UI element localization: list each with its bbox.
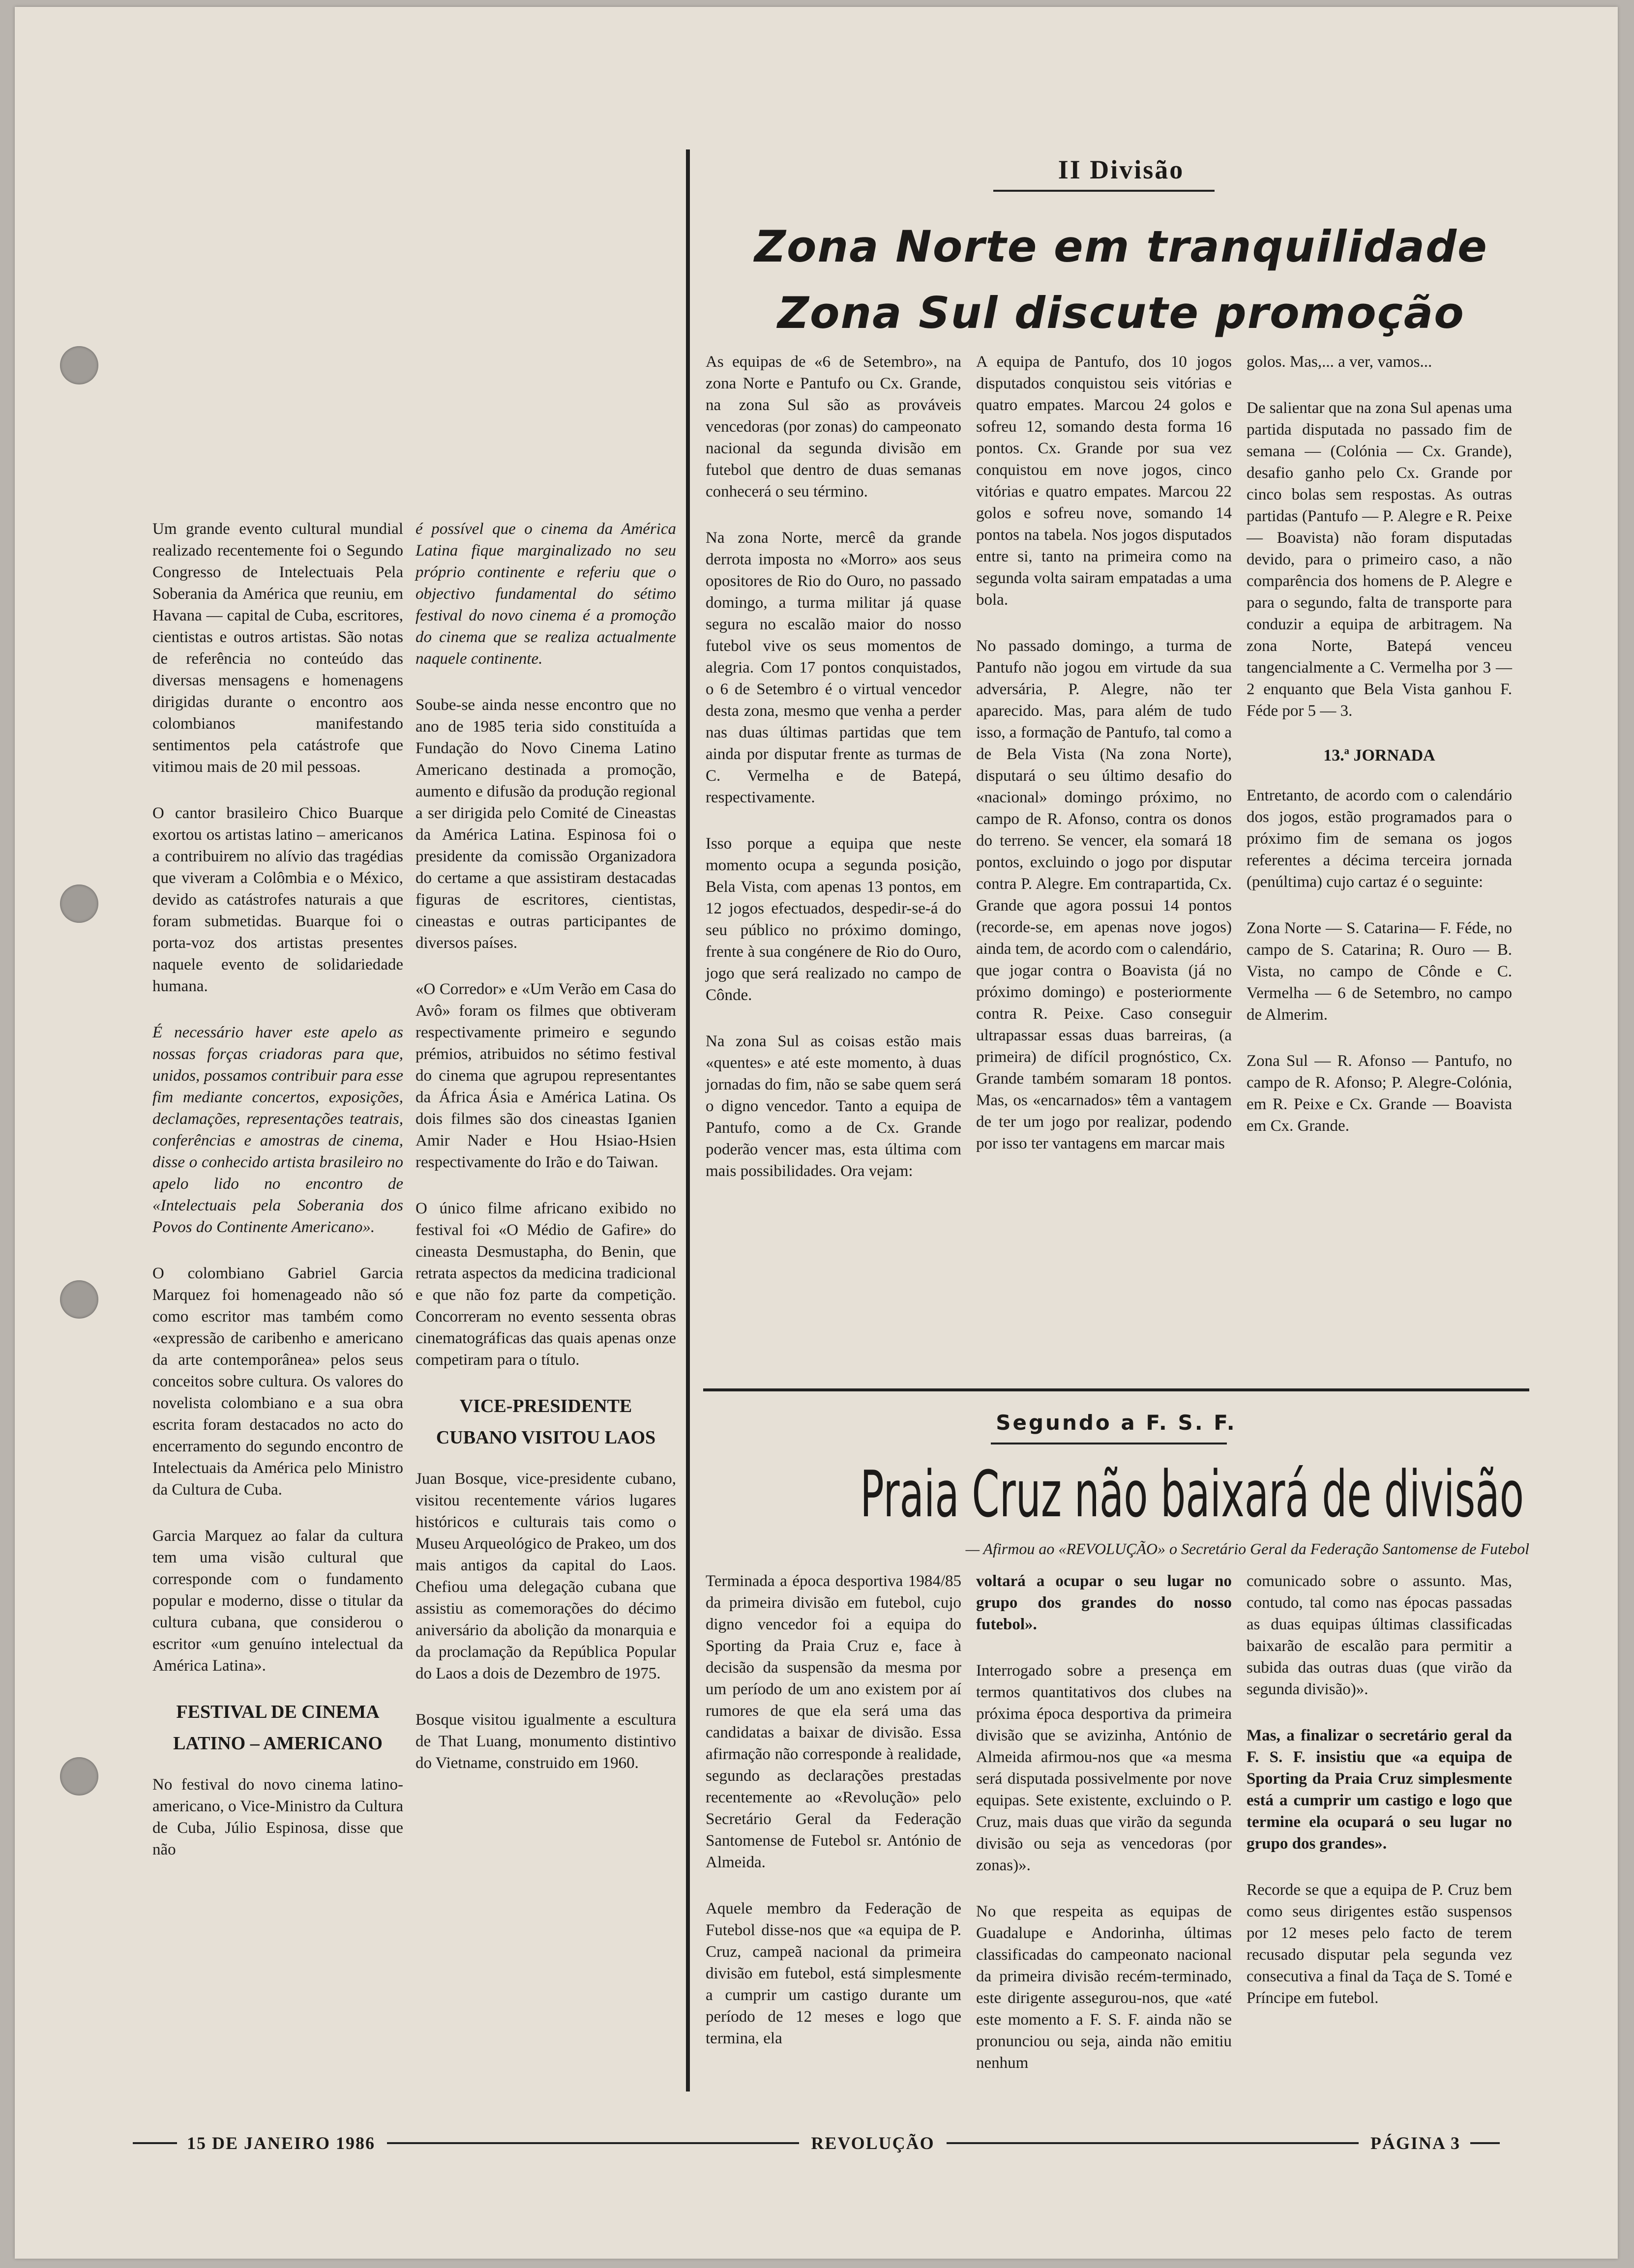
headline-line-1: Zona Norte em tranquilidade	[754, 221, 1488, 272]
paragraph: Zona Sul — R. Afonso — Pantufo, no campo de R. Afonso; P. Alegre-Colónia, em R. Peixe e Cx. Grande — Boavista em Cx. Grande.	[1247, 1052, 1512, 1135]
footer-publication: REVOLUÇÃO	[811, 2133, 935, 2153]
paragraph: Na zona Norte, mercê da grande derrota imposta no «Morro» aos seus opositores de Rio do Ouro, no passado domingo, a turma militar já quase segura no escalão maior do nosso futebol vive os seus momentos de alegria. Com 17 pontos conquistados, o 6 de Setembro é o virtual vencedor desta zona, mesmo que venha a perder nas duas últimas partidas que tem ainda por disputar frente as turmas de C. Vermelha e de Batepá, respectivamente.	[706, 529, 961, 806]
paragraph: Aquele membro da Federação de Futebol disse-nos que «a equipa de P. Cruz, campeã nacional da primeira divisão em futebol, está simplesmente a cumprir um castigo durante um período de 12 meses e logo que termina, ela	[706, 1900, 961, 2047]
subheading: LATINO – AMERICANO	[173, 1733, 383, 1754]
paragraph: «O Corredor» e «Um Verão em Casa do Avô» foram os filmes que obtiveram respectivamente primeiro e segundo prémios, atribuidos no sétimo festival do cinema que agrupou representantes da África Ásia e América Latina. Os dois filmes são dos cineastas Iganien Amir Nader e Hou Hsiao-Hsien respectivamente do Irão e do Taiwan.	[416, 980, 676, 1171]
paragraph: O cantor brasileiro Chico Buarque exortou os artistas latino – americanos a contribuirem no alívio das tragédias que viveram a Colômbia e o México, devido as catástrofes naturais a que foram submetidas. Buarque foi o porta-voz dos artistas presentes naquele evento de solidariedade humana.	[152, 804, 403, 995]
paragraph: golos. Mas,... a ver, vamos...	[1247, 353, 1432, 371]
subheading: 13.ª JORNADA	[1323, 746, 1435, 765]
divisao-column-2	[976, 351, 1232, 1179]
paragraph: Recorde se que a equipa de P. Cruz bem como seus dirigentes estão suspensos por 12 meses pelo facto de terem recusado disputar pela segunda vez consecutiva a final da Taça de S. Tomé e Príncipe em futebol.	[1247, 1881, 1512, 2007]
footer-rule	[1470, 2142, 1500, 2144]
subheading: FESTIVAL DE CINEMA	[176, 1702, 380, 1722]
punch-hole	[60, 1757, 98, 1796]
paragraph: O colombiano Gabriel Garcia Marquez foi homenageado não só como escritor mas também como «expressão de caribenho e americano da arte contemporânea» pelos seus conceitos sobre cultura. Os valores do novelista colombiano e a sua obra escrita foram destacados no acto do encerramento do segundo encontro de Intelectuais da América pelo Ministro da Cultura de Cuba.	[152, 1265, 403, 1499]
paragraph: voltará a ocupar o seu lugar no grupo dos grandes do nosso futebol».	[976, 1572, 1232, 1633]
newspaper-page	[15, 7, 1618, 2259]
paragraph: É necessário haver este apelo as nossas forças criadoras para que, unidos, possamos contribuir para esse fim mediante concertos, exposições, declamações, representações teatrais, conferências e amostras de cinema, disse o conhecido artista brasileiro no apelo lido no encontro de «Intelectuais pela Soberania dos Povos do Continente Americano».	[152, 1024, 403, 1236]
headline-line-2: Zona Sul discute promoção	[777, 288, 1465, 338]
footer-rule	[387, 2142, 799, 2144]
paragraph: Juan Bosque, vice-presidente cubano, visitou recentemente vários lugares históricos e culturais tais como o Museu Arqueológico de Prakeo, um dos mais antigos da capital do Laos. Chefiou uma delegação cubana que assistiu as comemorações do décimo aniversário da abolição da monarquia e da proclamação da República Popular do Laos a dois de Dezembro de 1975.	[416, 1470, 676, 1682]
paragraph: A equipa de Pantufo, dos 10 jogos disputados conquistou seis vitórias e quatro empates. Marcou 24 golos e sofreu 12, somando desta forma 16 pontos. Cx. Grande por sua vez conquistou em nove jogos, cinco vitórias e quatro empates. Marcou 22 golos e sofreu nove, somando 14 pontos na tabela. Nos jogos disputados entre si, tanto na primeira como na segunda volta sairam empatadas a uma bola.	[976, 353, 1232, 609]
paragraph: Isso porque a equipa que neste momento ocupa a segunda posição, Bela Vista, com apenas 13 pontos, em 12 jogos efectuados, despedir-se-á do seu público no próximo domingo, frente à sua congénere de Rio do Ouro, jogo que será realizado no campo de Cônde.	[706, 835, 961, 1004]
kicker: Segundo a F. S. F.	[996, 1411, 1237, 1435]
punch-hole	[60, 884, 98, 923]
paragraph: Um grande evento cultural mundial realizado recentemente foi o Segundo Congresso de Intelectuais Pela Soberania da América que reuniu, em Havana — capital de Cuba, escritores, cientistas e outros artistas. São notas de referência no conteúdo das diversas mensagens e homenagens dirigidas durante o encontro aos colombianos manifestando sentimentos pela catástrofe que vitimou mais de 20 mil pessoas.	[152, 520, 403, 776]
subheading: CUBANO VISITOU LAOS	[436, 1427, 656, 1448]
paragraph: No festival do novo cinema latino-americano, o Vice-Ministro da Cultura de Cuba, Júlio Espinosa, disse que não	[152, 1776, 403, 1858]
paragraph: No passado domingo, a turma de Pantufo não jogou em virtude da sua adversária, P. Alegre, não ter aparecido. Mas, para além de tudo isso, a formação de Pantufo, tal como a de Bela Vista (Na zona Norte), disputará o seu último desafio do «nacional» domingo próximo, no campo de R. Afonso, contra os donos do terreno. Se vencer, ela somará 18 pontos, excluindo o jogo por disputar contra P. Alegre. Em contrapartida, Cx. Grande que agora possui 14 pontos (recorde-se, em apenas nove jogos) ainda tem, de acordo com o calendário, que jogar contra o Boavista (já no próximo domingo) e posteriormente contra R. Peixe. Caso conseguir ultrapassar essas duas barreiras, (a primeira) de difícil prognóstico, Cx. Grande também somaram 18 pontos. Mas, os «encarnados» têm a vantagem de ter um jogo por realizar, podendo por isso ter vantagens em marcar mais	[976, 637, 1232, 1152]
deck: — Afirmou ao «REVOLUÇÃO» o Secretário Geral da Federação Santomense de Futebol	[965, 1540, 1529, 1558]
praia-column-3	[1247, 1570, 1512, 2033]
praia-column-1	[706, 1570, 961, 2074]
paragraph: Soube-se ainda nesse encontro que no ano de 1985 teria sido constituída a Fundação do Novo Cinema Latino Americano destinada a promoção, aumento e difusão da produção regional a ser dirigida pelo Comité de Cineastas da América Latina. Espinosa foi o presidente da comissão Organizadora do certame a que assistiram destacadas figuras de escritores, cientistas, cineastas e outras participantes de diversos países.	[416, 696, 676, 952]
paragraph: O único filme africano exibido no festival foi «O Médio de Gafire» do cineasta Desmustapha, do Benin, que retrata aspectos da medicina tradicional e que não foz parte da competição. Concorreram no evento sessenta obras cinematográficas das quais apenas onze competiram para o título.	[416, 1200, 676, 1369]
paragraph: De salientar que na zona Sul apenas uma partida disputada no passado fim de semana — (Colónia — Cx. Grande), desafio ganho pelo Cx. Grande por cinco bolas sem respostas. As outras partidas (Pantufo — P. Alegre e R. Peixe — Boavista) não foram disputadas devido, para o primeiro caso, a não comparência dos homens de P. Alegre e para o segundo, falta de transporte para conduzir a equipa de arbitragem. Na zona Norte, Batepá venceu tangencialmente a C. Vermelha por 3 — 2 enquanto que Bela Vista ganhou F. Féde por 5 — 3.	[1247, 399, 1512, 720]
footer-date: 15 DE JANEIRO 1986	[187, 2133, 376, 2153]
cultura-column-2	[416, 518, 676, 1798]
headline: Praia Cruz não baixará de divisão	[860, 1457, 1524, 1532]
punch-hole	[60, 346, 98, 384]
paragraph: Mas, a finalizar o secretário geral da F. S. F. insistiu que «a equipa de Sporting da Praia Cruz simplesmente está a cumprir um castigo e logo que termine ela ocupará o seu lugar no grupo dos grandes».	[1247, 1727, 1512, 1853]
footer-rule	[133, 2142, 177, 2144]
footer-page-number: PÁGINA 3	[1370, 2133, 1460, 2153]
column-divider	[686, 149, 690, 2091]
footer	[133, 2131, 1500, 2155]
kicker-underline	[991, 1443, 1227, 1444]
kicker: II Divisão	[1058, 155, 1185, 184]
cultura-column-1	[152, 518, 403, 1885]
paragraph: é possível que o cinema da América Latina fique marginalizado no seu próprio continente e referiu que o objectivo fundamental do sétimo festival do novo cinema é a promoção do cinema que se realiza actualmente naquele continente.	[416, 520, 676, 668]
paragraph: comunicado sobre o assunto. Mas, contudo, tal como nas épocas passadas as duas equipas últimas classificadas baixarão de escalão para permitir a subida das outras duas (que virão da segunda divisão)».	[1247, 1572, 1512, 1698]
headline	[703, 213, 1539, 346]
paragraph: Na zona Sul as coisas estão mais «quentes» e até este momento, à duas jornadas do fim, não se sabe quem será o digno vencedor. Tanto a equipa de Pantufo, como a de Cx. Grande poderão vencer mas, esta última com mais possibilidades. Ora vejam:	[706, 1032, 961, 1180]
paragraph: As equipas de «6 de Setembro», na zona Norte e Pantufo ou Cx. Grande, na zona Sul são as prováveis vencedoras (por zonas) do campeonato nacional da segunda divisão em futebol que dentro de duas semanas conhecerá o seu término.	[706, 353, 961, 501]
section-divider	[703, 1388, 1529, 1391]
paragraph: Bosque visitou igualmente a escultura de That Luang, monumento distintivo do Vietname, construido em 1960.	[416, 1711, 676, 1772]
paragraph: Interrogado sobre a presença em termos quantitativos dos clubes na próxima época desportiva da primeira divisão que se avizinha, António de Almeida afirmou-nos que «a mesma será disputada possivelmente por nove equipas. Sete existente, excluindo o P. Cruz, mais duas que virão da segunda divisão ou seja as vencedoras (por zonas)».	[976, 1662, 1232, 1874]
paragraph: Garcia Marquez ao falar da cultura tem uma visão cultural que corresponde com o fundamento popular e moderno, disse o titular da cultura cubana, que considerou o escritor «um genuíno intelectual da América Latina».	[152, 1527, 403, 1675]
kicker-underline	[993, 190, 1215, 192]
subheading: VICE-PRESIDENTE	[459, 1396, 632, 1416]
footer-rule	[947, 2142, 1359, 2144]
paragraph: Terminada a época desportiva 1984/85 da primeira divisão em futebol, cujo digno vencedor foi a equipa do Sporting da Praia Cruz e, face à decisão da suspensão da mesma por um período de um ano existem por aí rumores de que ela será uma das candidatas a baixar de divisão. Essa afirmação não corresponde à realidade, segundo as declarações prestadas recentemente ao «Revolução» pelo Secretário Geral da Federação Santomense de Futebol sr. António de Almeida.	[706, 1572, 961, 1871]
paragraph: Entretanto, de acordo com o calendário dos jogos, estão programados para o próximo fim de semana os jogos referentes a décima terceira jornada (penúltima) cujo cartaz é o seguinte:	[1247, 787, 1512, 891]
punch-hole	[60, 1280, 98, 1319]
paragraph: No que respeita as equipas de Guadalupe e Andorinha, últimas classificadas do campeonato nacional da primeira divisão recém-terminado, este dirigente assegurou-nos, que «até este momento a F. S. F. ainda não se pronunciou ou seja, ainda não emitiu nenhum	[976, 1903, 1232, 2072]
praia-column-2	[976, 1570, 1232, 2098]
divisao-column-3	[1247, 351, 1512, 1161]
paragraph: Zona Norte — S. Catarina— F. Féde, no campo de S. Catarina; R. Ouro — B. Vista, no campo de Cônde e C. Vermelha — 6 de Setembro, no campo de Almerim.	[1247, 919, 1512, 1024]
divisao-column-1	[706, 351, 961, 1207]
